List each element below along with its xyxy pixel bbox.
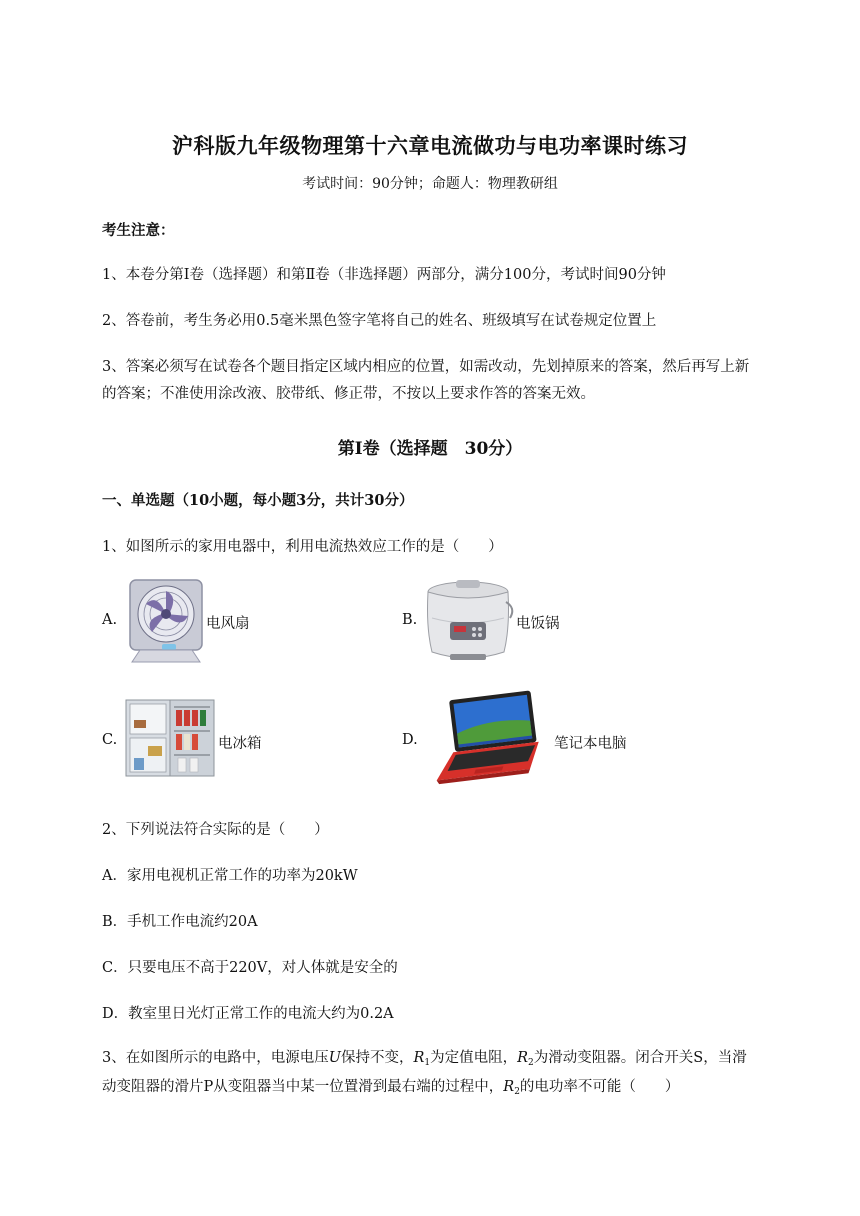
q3-var-r2: R [517, 1050, 529, 1066]
q3-text-5: 动变阻器的滑片P从变阻器当中某一位置滑到最右端的过程中， [102, 1079, 504, 1095]
question-2-option-d: D．教室里日光灯正常工作的电流大约为0.2A [102, 1006, 394, 1022]
option-c-letter: C. [102, 732, 118, 748]
question-3-stem-line-2 [102, 1075, 679, 1097]
q3-sub-2: 2 [528, 1058, 534, 1068]
section-title: 第Ⅰ卷（选择题 30分） [337, 439, 523, 459]
question-2-stem: 2、下列说法符合实际的是（ ） [102, 822, 329, 838]
option-a-label: 电风扇 [206, 616, 250, 632]
q3-var-u: U [328, 1050, 341, 1066]
rice-cooker-icon [420, 578, 516, 664]
page-title: 沪科版九年级物理第十六章电流做功与电功率课时练习 [172, 133, 688, 158]
question-2-option-c: C．只要电压不高于220V，对人体就是安全的 [102, 960, 398, 976]
laptop-icon [422, 686, 552, 792]
notice-item-2: 2、答卷前，考生务必用0.5毫米黑色签字笔将自己的姓名、班级填写在试卷规定位置上 [102, 313, 657, 329]
q3-text-4: 为滑动变阻器。闭合开关S，当滑 [533, 1050, 747, 1066]
question-2-option-a: A．家用电视机正常工作的功率为20kW [102, 868, 358, 884]
q3-var-r2b: R [503, 1079, 515, 1095]
option-b-letter: B. [402, 612, 418, 628]
q3-sub-1: 1 [424, 1058, 431, 1068]
refrigerator-icon [122, 696, 218, 780]
option-d-label: 笔记本电脑 [554, 736, 627, 752]
option-b-label: 电饭锅 [516, 616, 560, 632]
q3-text-1: 3、在如图所示的电路中，电源电压 [102, 1050, 329, 1066]
notice-item-3-cont: 的答案；不准使用涂改液、胶带纸、修正带，不按以上要求作答的答案无效。 [102, 386, 595, 402]
q3-text-2: 保持不变， [340, 1050, 414, 1066]
q3-text-3: 为定值电阻， [430, 1050, 518, 1066]
part-title: 一、单选题（10小题，每小题3分，共计30分） [102, 492, 414, 509]
fan-icon [122, 576, 208, 666]
option-a-letter: A. [102, 612, 118, 628]
question-3-stem-line-1 [102, 1046, 747, 1068]
q3-text-6: 的电功率不可能（ ） [519, 1079, 680, 1095]
option-d-letter: D. [402, 732, 418, 748]
notice-heading: 考生注意： [102, 222, 175, 239]
question-2-option-b: B．手机工作电流约20A [102, 914, 258, 930]
notice-item-3: 3、答案必须写在试卷各个题目指定区域内相应的位置，如需改动，先划掉原来的答案，然后再写上新 [102, 359, 750, 375]
exam-info: 考试时间：90分钟；命题人：物理教研组 [302, 176, 558, 192]
notice-item-1: 1、本卷分第Ⅰ卷（选择题）和第Ⅱ卷（非选择题）两部分，满分100分，考试时间90分钟 [102, 267, 666, 283]
option-c-label: 电冰箱 [218, 736, 262, 752]
q3-var-r1: R [413, 1050, 425, 1066]
q3-sub-2b: 2 [514, 1087, 520, 1097]
question-1-stem: 1、如图所示的家用电器中，利用电流热效应工作的是（ ） [102, 539, 503, 555]
